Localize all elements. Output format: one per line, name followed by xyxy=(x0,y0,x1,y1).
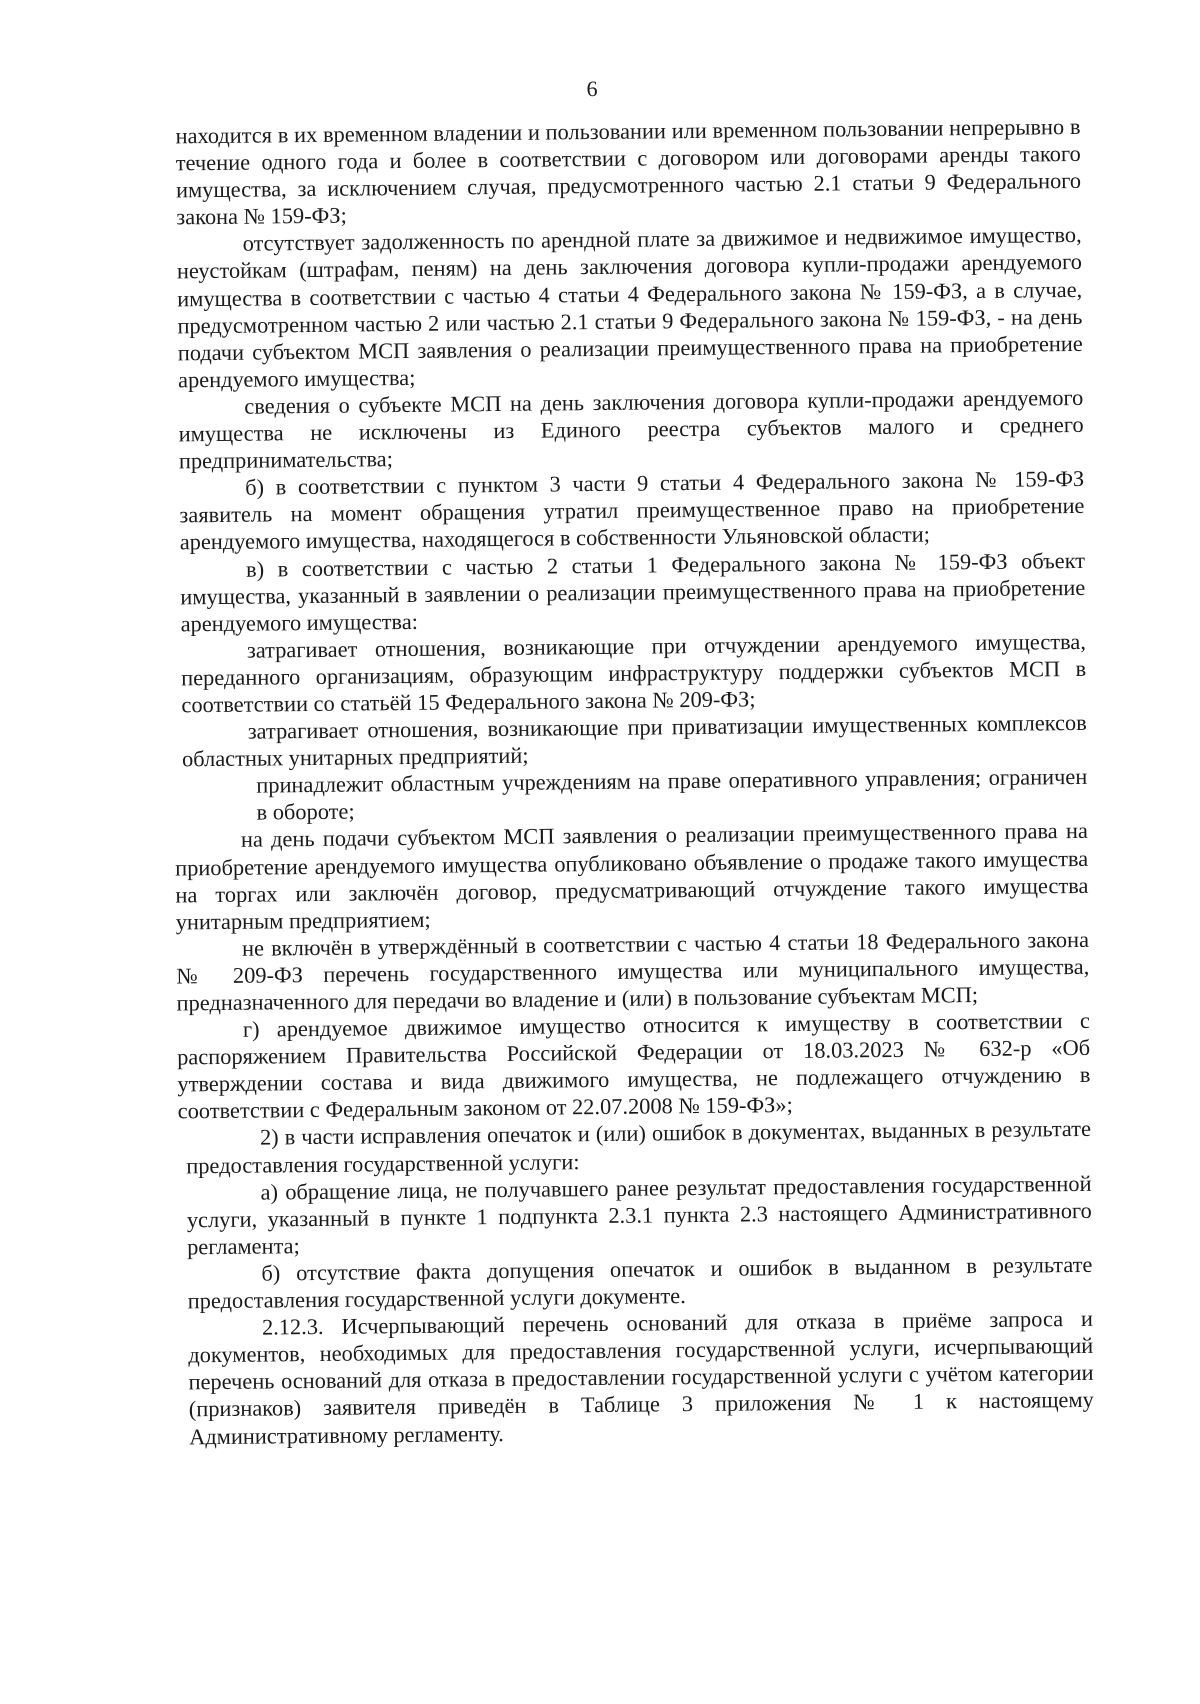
paragraph: в) в соответствии с частью 2 статьи 1 Федерального закона № 159-ФЗ объект имущества, указанный в заявлении о реализации преимущественного права на приобретение арендуемого имущества: xyxy=(180,547,1086,637)
paragraph: б) в соответствии с пунктом 3 части 9 статьи 4 Федерального закона № 159-ФЗ заявитель на момент обращения утратил преимущественное право на приобретение арендуемого имущества, находящегося в собственности Ульяновской области; xyxy=(179,466,1085,555)
paragraph: отсутствует задолженность по арендной плате за движимое и недвижимое имущество, неустойкам (штрафам, пеням) на день заключения договора купли-продажи арендуемого имущества в соответствии с частью 4 статьи 4 Федерального закона № 159-ФЗ, а в случае, предусмотренном частью 2 или частью 2.1 статьи 9 Федерального закона № 159-ФЗ, - на день подачи субъектом МСП заявления о реализации преимущественного права на приобретение арендуемого имущества; xyxy=(176,222,1083,393)
paragraph: принадлежит областным учреждениям на праве оперативного управления; ограничен в обороте; xyxy=(256,764,1088,825)
document-body xyxy=(175,113,1094,1450)
paragraph: г) арендуемое движимое имущество относится к имуществу в соответствии с распоряжением Правительства Российской Федерации от 18.03.2023 № 632-р «Об утверждении состава и вида движимого имущества, не подлежащего отчуждению в соответствии с Федеральным законом от 22.07.2008 № 159-ФЗ»; xyxy=(177,1007,1091,1124)
paragraph: не включён в утверждённый в соответствии с частью 4 статьи 18 Федерального закона № 209-ФЗ перечень государственного имущества или муниципального имущества, предназначенного для передачи во владение и (или) в пользование субъектам МСП; xyxy=(176,926,1090,1016)
paragraph: 2.12.3. Исчерпывающий перечень оснований для отказа в приёме запроса и документов, необходимых для предоставления государственной услуги, исчерпывающий перечень оснований для отказа в предоставлении государственной услуги с учётом категории (признаков) заявителя приведён в Таблице 3 приложения № 1 к настоящему Административному регламенту. xyxy=(188,1305,1094,1449)
page-number: 6 xyxy=(586,75,598,102)
paragraph: сведения о субъекте МСП на день заключения договора купли-продажи арендуемого имущества не исключены из Единого реестра субъектов малого и среднего предпринимательства; xyxy=(178,384,1084,474)
paragraph: на день подачи субъектом МСП заявления о реализации преимущественного права на приобретение арендуемого имущества опубликовано объявление о продаже такого имущества на торгах или заключён договор, предусматривающий отчуждение такого имущества унитарным предприятием; xyxy=(175,818,1089,935)
paragraph: а) обращение лица, не получавшего ранее результат предоставления государственной услуги, указанный в пункте 1 подпункта 2.3.1 пункта 2.3 настоящего Административного регламента; xyxy=(186,1170,1092,1260)
paragraph: б) отсутствие факта допущения опечаток и ошибок в выданном в результате предоставления государственной услуги документе. xyxy=(187,1251,1093,1314)
paragraph: находится в их временном владении и пользовании или временном пользовании непрерывно в течение одного года и более в соответствии с договором или договорами аренды такого имущества, за исключением случая, предусмотренного частью 2.1 статьи 9 Федерального закона № 159-ФЗ; xyxy=(175,113,1082,230)
paragraph: 2) в части исправления опечаток и (или) ошибок в документах, выданных в результате предоставления государственной услуги: xyxy=(186,1116,1092,1178)
paragraph: затрагивает отношения, возникающие при приватизации имущественных комплексов областных унитарных предприятий; xyxy=(181,709,1087,772)
paragraph: затрагивает отношения, возникающие при отчуждении арендуемого имущества, переданного организациям, образующим инфраструктуру поддержки субъектов МСП в соответствии со статьёй 15 Федерального закона № 209-ФЗ; xyxy=(181,628,1087,718)
